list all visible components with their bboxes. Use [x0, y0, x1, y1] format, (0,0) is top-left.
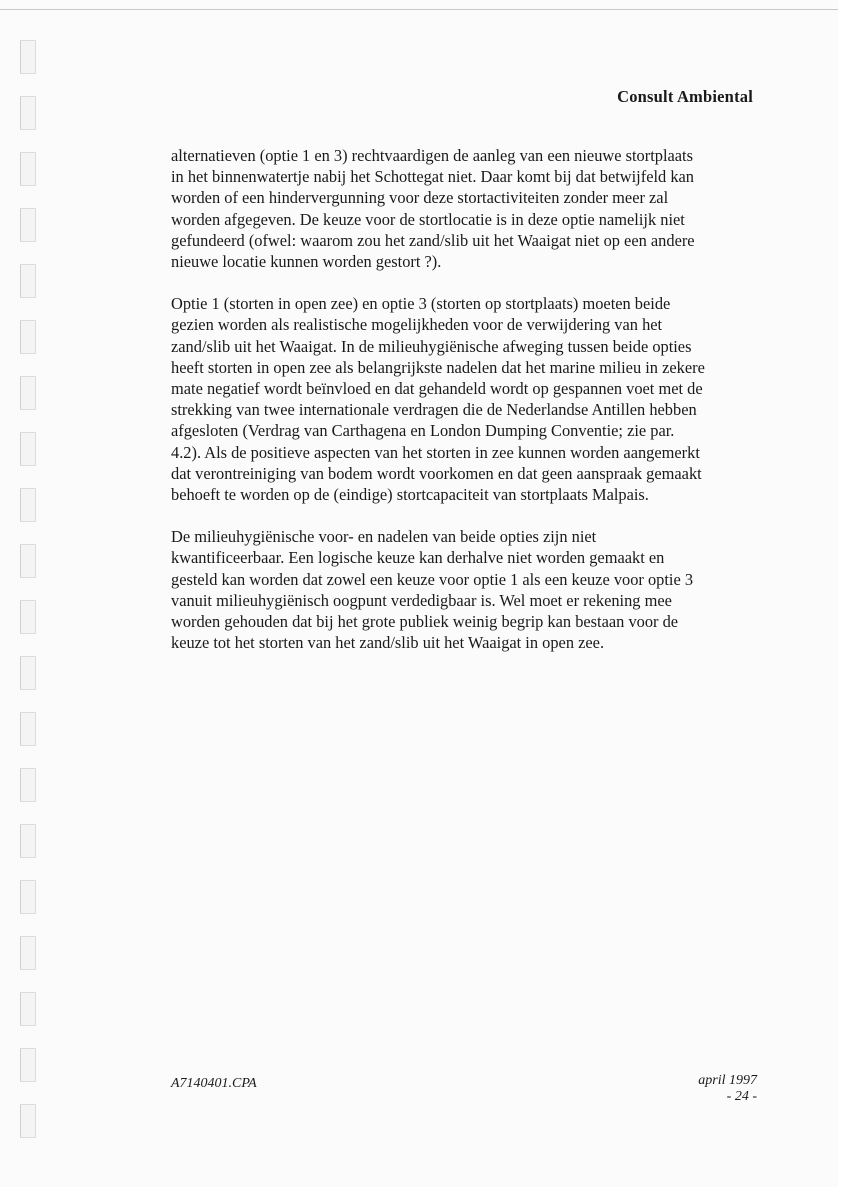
footer-date-page — [698, 1073, 757, 1105]
binding-hole — [20, 544, 36, 578]
binding-hole — [20, 152, 36, 186]
binding-hole — [20, 600, 36, 634]
binding-hole — [20, 376, 36, 410]
text-line: De milieuhygiënische voor- en nadelen van beide opties zijn niet — [171, 527, 597, 547]
text-line: afgesloten (Verdrag van Carthagena en London Dumping Conventie; zie par. — [171, 421, 675, 441]
text-line: gezien worden als realistische mogelijkheden voor de verwijdering van het — [171, 315, 663, 335]
text-line: strekking van twee internationale verdragen die de Nederlandse Antillen hebben — [171, 400, 697, 420]
paragraph — [171, 145, 761, 272]
footer-doc-code: A7140401.CPA — [171, 1076, 257, 1091]
footer-page-number: - 24 - — [726, 1089, 757, 1104]
text-line: 4.2). Als de positieve aspecten van het storten in zee kunnen worden aangemerkt — [171, 442, 700, 462]
binding-hole — [20, 936, 36, 970]
body-text — [171, 145, 761, 674]
text-line: dat verontreiniging van bodem wordt voorkomen en dat geen aanspraak gemaakt — [171, 463, 702, 483]
binding-hole — [20, 768, 36, 802]
page-right-edge — [838, 0, 850, 1187]
paragraph — [171, 526, 761, 653]
text-line: worden of een hindervergunning voor deze stortactiviteiten zonder meer zal — [171, 188, 669, 208]
footer-date: april 1997 — [698, 1073, 757, 1088]
binding-hole — [20, 824, 36, 858]
binding-hole — [20, 432, 36, 466]
text-line: zand/slib uit het Waaigat. In de milieuhygiënische afweging tussen beide opties — [171, 336, 692, 356]
text-line: vanuit milieuhygiënisch oogpunt verdedigbaar is. Wel moet er rekening mee — [171, 590, 672, 610]
paragraph — [171, 293, 761, 505]
binding-hole — [20, 1104, 36, 1138]
text-line: kwantificeerbaar. Een logische keuze kan derhalve niet worden gemaakt en — [171, 548, 665, 568]
binding-hole — [20, 1048, 36, 1082]
binding-hole — [20, 656, 36, 690]
binding-hole — [20, 712, 36, 746]
binding-hole — [20, 992, 36, 1026]
binding-hole — [20, 880, 36, 914]
binding-holes — [20, 40, 40, 1160]
text-line: behoeft te worden op de (eindige) stortcapaciteit van stortplaats Malpais. — [171, 485, 649, 505]
binding-hole — [20, 40, 36, 74]
text-line: gesteld kan worden dat zowel een keuze voor optie 1 als een keuze voor optie 3 — [171, 569, 694, 589]
header-company-name: Consult Ambiental — [617, 87, 753, 106]
text-line: keuze tot het storten van het zand/slib uit het Waaigat in open zee. — [171, 633, 605, 653]
text-line: alternatieven (optie 1 en 3) rechtvaardigen de aanleg van een nieuwe stortplaats — [171, 146, 693, 165]
text-line: heeft storten in open zee als belangrijkste nadelen dat het marine milieu in zekere — [171, 357, 705, 377]
binding-hole — [20, 96, 36, 130]
binding-hole — [20, 320, 36, 354]
text-line: worden gehouden dat bij het grote publiek weinig begrip kan bestaan voor de — [171, 612, 679, 632]
text-line: worden afgegeven. De keuze voor de stortlocatie is in deze optie namelijk niet — [171, 209, 685, 229]
binding-hole — [20, 208, 36, 242]
page-top-edge — [0, 9, 850, 10]
text-line: nieuwe locatie kunnen worden gestort ?). — [171, 252, 442, 272]
binding-hole — [20, 488, 36, 522]
text-line: gefundeerd (ofwel: waarom zou het zand/slib uit het Waaigat niet op een andere — [171, 230, 695, 250]
binding-hole — [20, 264, 36, 298]
text-line: Optie 1 (storten in open zee) en optie 3 (storten op stortplaats) moeten beide — [171, 294, 671, 314]
text-line: in het binnenwatertje nabij het Schottegat niet. Daar komt bij dat betwijfeld kan — [171, 167, 694, 187]
text-line: mate negatief wordt beïnvloed en dat gehandeld wordt op gespannen voet met de — [171, 379, 703, 399]
